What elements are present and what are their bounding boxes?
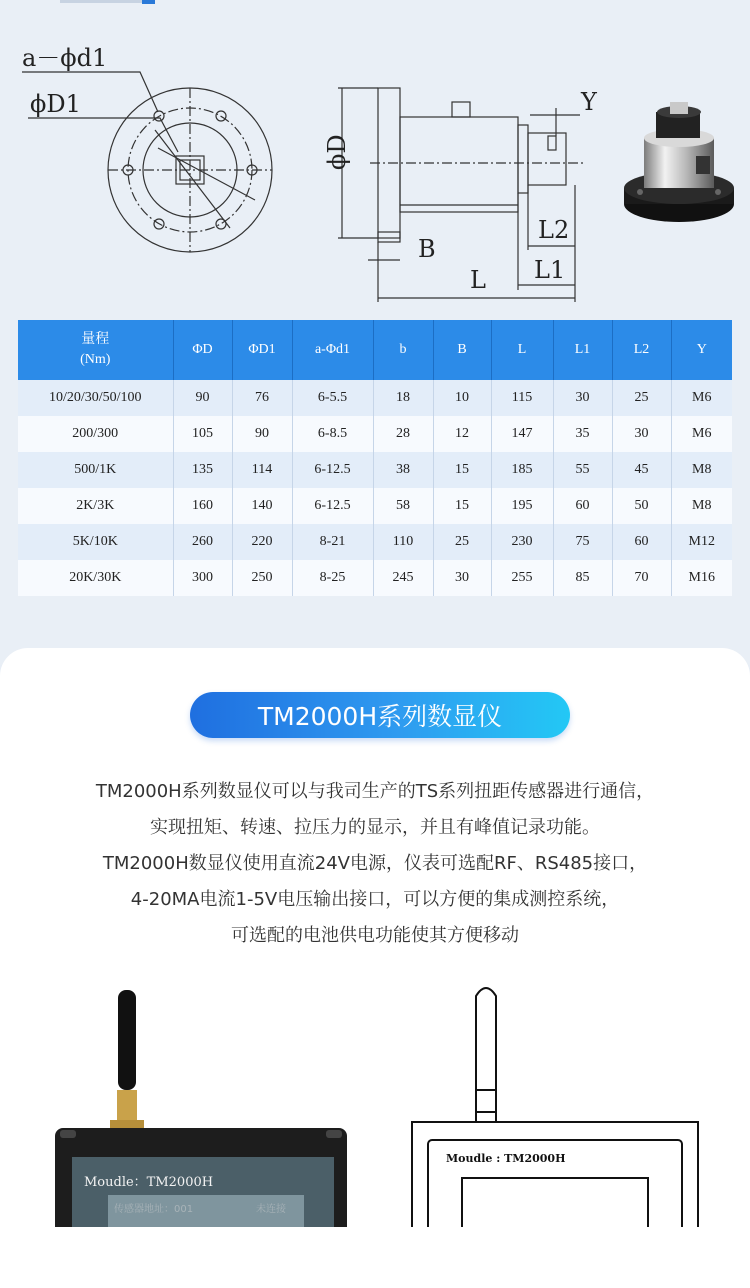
label-phi-D1: ϕD1	[30, 90, 81, 118]
table-cell: 6-12.5	[292, 452, 373, 488]
table-cell: M8	[671, 452, 732, 488]
table-cell: 135	[173, 452, 232, 488]
table-cell: 195	[491, 488, 553, 524]
drawing-model-label: Moudle : TM2000H	[446, 1152, 566, 1165]
table-cell: 18	[373, 380, 433, 416]
table-cell: 8-25	[292, 560, 373, 596]
table-cell: 6-8.5	[292, 416, 373, 452]
table-cell: 245	[373, 560, 433, 596]
table-cell: 260	[173, 524, 232, 560]
label-a-phi-d1: a－ϕd1	[22, 44, 108, 72]
table-cell: M16	[671, 560, 732, 596]
header-Y: Y	[671, 320, 732, 380]
table-row	[18, 488, 732, 524]
table-cell: 38	[373, 452, 433, 488]
table-cell: 15	[433, 452, 491, 488]
table-cell: 35	[553, 416, 612, 452]
table-cell: 220	[232, 524, 292, 560]
table-cell: 140	[232, 488, 292, 524]
table-cell: M12	[671, 524, 732, 560]
table-cell: 85	[553, 560, 612, 596]
table-cell: 185	[491, 452, 553, 488]
table-cell: 147	[491, 416, 553, 452]
desc-line: TM2000H数显仪使用直流24V电源，仪表可选配RF、RS485接口，	[102, 853, 648, 874]
table-cell: 6-5.5	[292, 380, 373, 416]
header-range: 量程 (Nm)	[18, 320, 173, 380]
header-L1: L1	[553, 320, 612, 380]
table-cell: 8-21	[292, 524, 373, 560]
device-photo	[55, 990, 347, 1227]
header-b: b	[373, 320, 433, 380]
header-L: L	[491, 320, 553, 380]
table-cell: 115	[491, 380, 553, 416]
table-row	[18, 380, 732, 416]
table-cell: 76	[232, 380, 292, 416]
table-cell: 25	[433, 524, 491, 560]
header-B: B	[433, 320, 491, 380]
table-cell: M8	[671, 488, 732, 524]
table-cell: 15	[433, 488, 491, 524]
table-cell: 30	[612, 416, 671, 452]
desc-line: 实现扭矩、转速、拉压力的显示，并且有峰值记录功能。	[150, 817, 600, 838]
label-phi-D: ϕD	[323, 134, 351, 170]
table-cell: 230	[491, 524, 553, 560]
table-cell: 60	[553, 488, 612, 524]
section-description	[20, 774, 730, 954]
torque-sensor-photo	[618, 96, 740, 236]
table-cell: 10/20/30/50/100	[18, 380, 173, 416]
table-cell: 90	[232, 416, 292, 452]
label-L1: L1	[534, 256, 566, 284]
table-cell: 300	[173, 560, 232, 596]
table-cell: 58	[373, 488, 433, 524]
table-cell: 10	[433, 380, 491, 416]
table-cell: 2K/3K	[18, 488, 173, 524]
table-row	[18, 524, 732, 560]
desc-line: TM2000H系列数显仪可以与我司生产的TS系列扭距传感器进行通信，	[95, 781, 655, 802]
table-cell: 110	[373, 524, 433, 560]
header-L2: L2	[612, 320, 671, 380]
spec-table	[18, 320, 732, 596]
table-cell: 25	[612, 380, 671, 416]
table-cell: 55	[553, 452, 612, 488]
table-cell: M6	[671, 416, 732, 452]
device-screen-status: 未连接	[256, 1204, 286, 1215]
table-cell: 70	[612, 560, 671, 596]
header-a-phid1: a-Φd1	[292, 320, 373, 380]
table-cell: 250	[232, 560, 292, 596]
table-cell: 500/1K	[18, 452, 173, 488]
table-cell: 60	[612, 524, 671, 560]
table-cell: 200/300	[18, 416, 173, 452]
table-cell: 50	[612, 488, 671, 524]
table-cell: 30	[433, 560, 491, 596]
label-Y: Y	[581, 88, 597, 116]
header-phiD1: ΦD1	[232, 320, 292, 380]
table-cell: 255	[491, 560, 553, 596]
table-cell: M6	[671, 380, 732, 416]
table-row	[18, 452, 732, 488]
section-title-pill: TM2000H系列数显仪	[190, 692, 570, 738]
table-cell: 160	[173, 488, 232, 524]
table-cell: 20K/30K	[18, 560, 173, 596]
table-cell: 5K/10K	[18, 524, 173, 560]
table-cell: 12	[433, 416, 491, 452]
label-B: B	[418, 235, 436, 263]
table-cell: 45	[612, 452, 671, 488]
device-screen-address: 传感器地址：001	[114, 1204, 194, 1215]
table-cell: 30	[553, 380, 612, 416]
desc-line: 可选配的电池供电功能使其方便移动	[231, 925, 519, 946]
desc-line: 4-20MA电流1-5V电压输出接口，可以方便的集成测控系统，	[130, 889, 620, 910]
table-row	[18, 560, 732, 596]
label-L: L	[470, 266, 486, 294]
header-phiD: ΦD	[173, 320, 232, 380]
spec-table-header	[18, 320, 732, 380]
table-cell: 28	[373, 416, 433, 452]
table-cell: 75	[553, 524, 612, 560]
label-L2: L2	[538, 216, 570, 244]
table-cell: 90	[173, 380, 232, 416]
device-line-drawing	[412, 988, 698, 1227]
table-row	[18, 416, 732, 452]
table-cell: 114	[232, 452, 292, 488]
table-cell: 6-12.5	[292, 488, 373, 524]
table-cell: 105	[173, 416, 232, 452]
device-screen-model: Moudle：TM2000H	[84, 1175, 214, 1190]
